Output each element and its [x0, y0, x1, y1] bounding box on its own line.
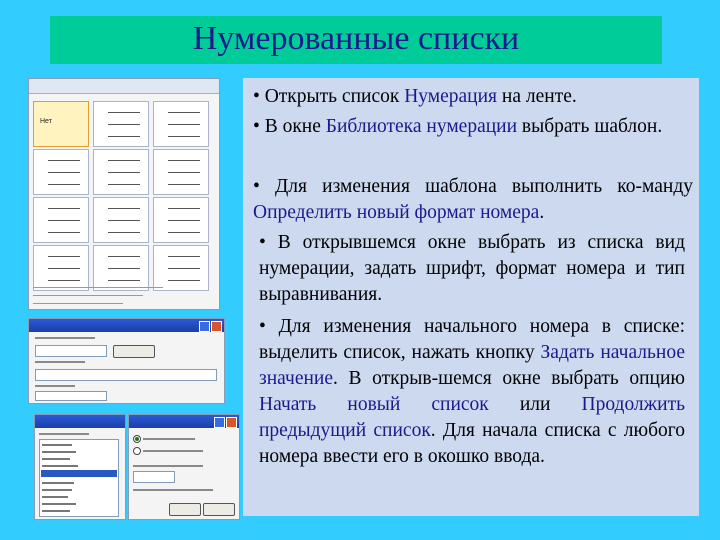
- font-button: [113, 345, 155, 358]
- bullet-text: . В открыв-шемся окне выбрать опцию: [333, 368, 685, 389]
- bullet-text: • В открывшемся окне выбрать из списка вид нумерации, задать шрифт, формат номера и тип выравнивания.: [259, 232, 685, 305]
- numbering-template: [33, 149, 89, 195]
- command-name: Нумерация: [404, 86, 498, 107]
- bullet-text: на ленте.: [497, 86, 577, 107]
- dialog-titlebar: [129, 415, 239, 428]
- dialog-label: [39, 433, 89, 435]
- numbering-template: [33, 245, 89, 291]
- close-icon: [211, 321, 222, 332]
- continue-list-radio: [133, 447, 141, 455]
- set-start-value-dialog-screenshot: [128, 414, 240, 520]
- none-template-label: Нет: [40, 118, 52, 125]
- numbering-template: [93, 245, 149, 291]
- numbering-library-screenshot: [28, 78, 220, 310]
- dialog-titlebar: [29, 319, 224, 332]
- template-line: [108, 172, 140, 173]
- template-line: [48, 256, 80, 257]
- template-line: [48, 172, 80, 173]
- template-line: [168, 136, 200, 137]
- template-line: [168, 124, 200, 125]
- numbering-template: [33, 101, 89, 147]
- dialog-label: [35, 337, 95, 339]
- bullet-2: [253, 114, 693, 140]
- dialog-label: [35, 385, 75, 387]
- bullet-text: • Открыть список: [253, 86, 405, 107]
- template-line: [108, 220, 140, 221]
- number-format-field: [35, 369, 217, 381]
- slide-title: Нумерованные списки: [192, 20, 520, 57]
- template-line: [48, 208, 80, 209]
- command-name: Определить новый формат номера: [253, 202, 540, 223]
- bullet-1: [253, 84, 693, 110]
- template-line: [108, 136, 140, 137]
- template-line: [168, 220, 200, 221]
- start-value-field: [133, 471, 175, 483]
- number-style-field: [35, 345, 107, 357]
- number-list-dialog-screenshot: [34, 414, 126, 520]
- numbering-template: [93, 101, 149, 147]
- numbering-template: [93, 197, 149, 243]
- bullet-text: .: [539, 202, 545, 223]
- dialog-label: [143, 438, 195, 440]
- cancel-button: [203, 503, 235, 516]
- template-line: [108, 256, 140, 257]
- template-line: [168, 232, 200, 233]
- bullet-text: • В окне: [253, 116, 326, 137]
- numbering-template: [33, 197, 89, 243]
- command-name: Библиотека нумерации: [325, 116, 518, 137]
- bullet-5: [259, 314, 685, 470]
- help-icon: [199, 321, 210, 332]
- template-line: [108, 112, 140, 113]
- gallery-menu-item: [33, 287, 163, 288]
- template-line: [108, 208, 140, 209]
- start-new-list-radio: [133, 435, 141, 443]
- numbering-template: [153, 149, 209, 195]
- template-line: [168, 268, 200, 269]
- bullet-text: или: [488, 394, 582, 415]
- dialog-label: [143, 450, 203, 452]
- template-line: [48, 184, 80, 185]
- command-name: Продолжить предыдущий список: [259, 394, 685, 441]
- dialog-titlebar: [35, 415, 125, 428]
- title-bar: [50, 16, 662, 64]
- bullet-text: . Для начала списка с любого номера ввести его в окошко ввода.: [259, 420, 685, 467]
- number-list-box: [39, 439, 119, 517]
- template-line: [108, 124, 140, 125]
- template-line: [168, 280, 200, 281]
- bullet-text: выбрать шаблон.: [517, 116, 663, 137]
- template-line: [108, 232, 140, 233]
- bullet-3: [253, 174, 693, 226]
- template-line: [168, 160, 200, 161]
- numbering-template: [153, 101, 209, 147]
- command-name: Задать начальное значение: [259, 342, 685, 389]
- dialog-label: [133, 465, 203, 467]
- template-line: [48, 220, 80, 221]
- gallery-menu-item: [33, 303, 123, 304]
- ok-button: [169, 503, 201, 516]
- template-line: [48, 268, 80, 269]
- bullet-text: • Для изменения шаблона выполнить ко-манду: [253, 176, 693, 197]
- define-number-format-dialog-screenshot: [28, 318, 225, 404]
- numbering-template: [153, 245, 209, 291]
- instructions-panel: [243, 78, 699, 516]
- alignment-field: [35, 391, 107, 401]
- numbering-template: [153, 197, 209, 243]
- template-line: [108, 160, 140, 161]
- template-line: [168, 112, 200, 113]
- dialog-label: [35, 361, 85, 363]
- dialog-label: [133, 489, 213, 491]
- template-line: [48, 232, 80, 233]
- numbering-template: [93, 149, 149, 195]
- command-name: Начать новый список: [259, 394, 489, 415]
- template-line: [48, 160, 80, 161]
- help-icon: [214, 417, 225, 428]
- template-line: [48, 280, 80, 281]
- close-icon: [226, 417, 237, 428]
- template-line: [168, 184, 200, 185]
- template-line: [108, 184, 140, 185]
- ribbon-toolbar: [29, 79, 219, 94]
- gallery-menu-item: [33, 295, 143, 296]
- template-line: [108, 280, 140, 281]
- bullet-text: • Для изменения начального номера в списке: выделить список, нажать кнопку: [259, 316, 685, 363]
- template-line: [168, 172, 200, 173]
- template-line: [168, 256, 200, 257]
- bullet-4: [259, 230, 685, 308]
- template-line: [108, 268, 140, 269]
- template-line: [168, 208, 200, 209]
